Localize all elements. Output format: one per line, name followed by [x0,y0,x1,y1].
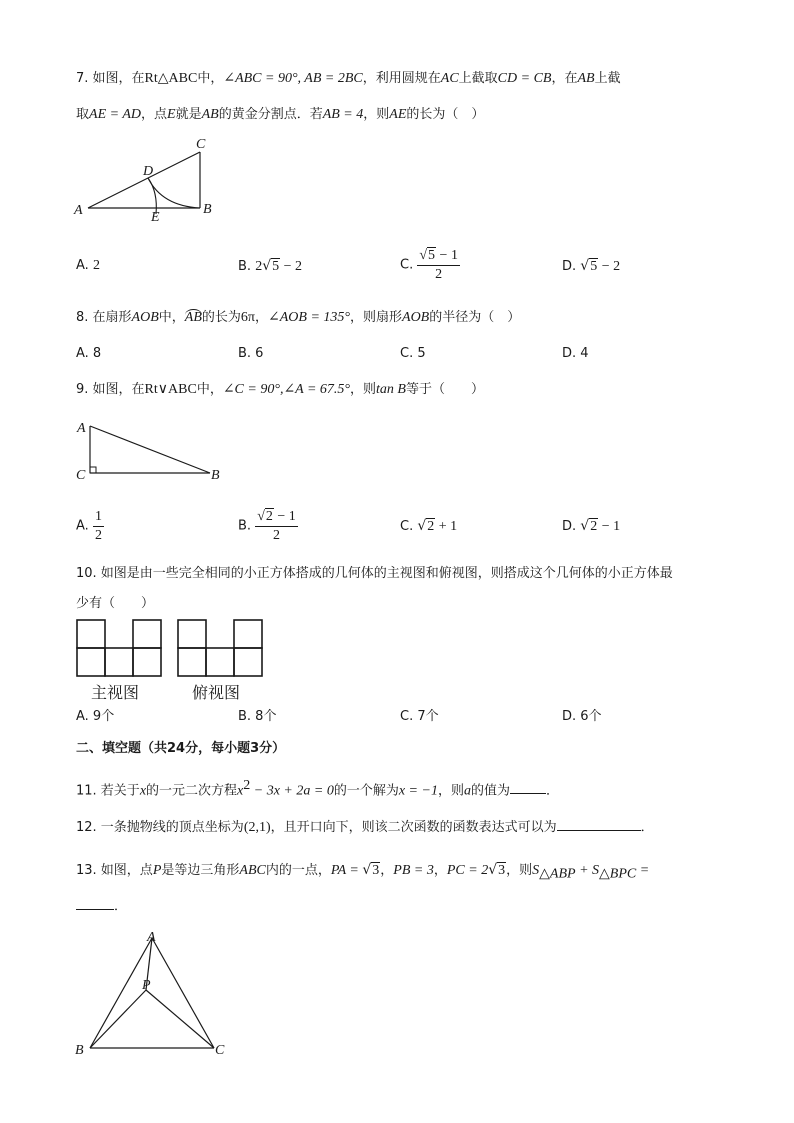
q7-option-c-fraction: $\frac{√5 - 1}{2}$ [419,248,458,282]
q10-top-view [177,619,265,677]
q9-figure [74,416,234,486]
sqrt-symbol: √3 [488,862,506,878]
sqrt-symbol: √5 [262,258,280,274]
sqrt-symbol: √2 [417,518,435,534]
q7-label-c: C [196,137,206,152]
q9-option-a[interactable]: A. $\frac{1}{2}$ [76,509,102,543]
q7-line1: 7. 如图，在Rt△ABC中，∠ABC = 90°, AB = 2BC，利用圆规在AC上截取CD = CB，在AB上截 [76,71,621,86]
q9-option-b[interactable]: B. $\frac{√2 - 1}{2}$ [238,509,296,543]
sqrt-symbol: √5 [580,258,598,274]
q10-front-view-label: 主视图 [91,683,140,702]
q9-label-b: B [211,468,220,483]
q10-line1: 10. 如图是由一些完全相同的小正方体搭成的几何体的主视图和俯视图，则搭成这个几何体的小正方体最 [76,566,673,581]
q9-line: 9. 如图，在Rt∨ABC中，∠C = 90°,∠A = 67.5°，则tan B等于（ ） [76,382,485,397]
q10-option-b[interactable]: B. 8个 [238,709,277,724]
q13-line1: 13. 如图，点P是等边三角形ABC内的一点，PA = √3，PB = 3，PC = 2√3，则$S_{\triangle ABP} + S_{\triangle BPC}$ = [76,862,650,882]
q8-option-a[interactable]: A. 8 [76,346,102,361]
q13-figure [72,926,242,1061]
q7-side-ac [88,152,200,208]
sqrt-symbol: √3 [362,862,380,878]
q7-option-c[interactable]: C. $\frac{√5 - 1}{2}$ [400,248,458,282]
q9-option-c[interactable]: C. √2 + 1 [400,518,458,534]
q7-label-d: D [143,164,154,179]
q11-line: 11. 若关于x的一元二次方程$x^2 - 3x + 2a = 0$的一个解为x = −1，则a的值为 ． [76,778,559,799]
q12-line: 12. 一条抛物线的顶点坐标为(2,1)，且开口向下，则该二次函数的函数表达式可以为 ． [76,820,654,835]
q7-figure [70,134,230,226]
section-fill-in-heading: 二、填空题（共24分，每小题3分） [76,741,286,756]
q12-answer-blank[interactable] [557,818,641,831]
q7-line2: 取AE = AD，点E就是AB的黄金分割点．若AB = 4，则AE的长为（ ） [76,107,485,122]
q7-label-e: E [151,210,160,225]
q13-label-b: B [75,1043,84,1058]
q10-option-c[interactable]: C. 7个 [400,709,439,724]
q11-answer-blank[interactable] [510,781,546,794]
q7-label-a: A [74,203,83,218]
q10-top-view-label: 俯视图 [192,683,241,702]
q9-option-b-fraction: $\frac{√2 - 1}{2}$ [257,509,296,543]
sqrt-symbol: √2 [580,518,598,534]
q10-line2: 少有（ ） [76,596,155,611]
q7-option-b[interactable]: B. 2√5 − 2 [238,258,303,274]
q9-option-a-fraction: $\frac{1}{2}$ [94,509,102,543]
q9-label-c: C [76,468,86,483]
q9-side-ab [90,426,210,473]
q7-option-d[interactable]: D. √5 − 2 [562,258,621,274]
q10-option-a[interactable]: A. 9个 [76,709,115,724]
q13-label-a: A [147,930,156,945]
q9-label-a: A [77,421,86,436]
q13-label-p: P [142,978,151,993]
q9-option-d[interactable]: D. √2 − 1 [562,518,621,534]
q7-label-b: B [203,202,212,217]
q13-line2: ． [76,897,127,916]
q10-front-view [76,619,164,677]
q8-option-c[interactable]: C. 5 [400,346,426,361]
q7-option-a[interactable]: A. 2 [76,258,100,273]
q9-right-angle-mark [90,467,96,473]
q13-segment-pc [146,990,214,1048]
q10-option-d[interactable]: D. 6个 [562,709,602,724]
q7-arc-de [148,178,156,214]
q13-side-ac [152,938,214,1048]
q8-line: 8. 在扇形AOB中，AB的长为6π，∠AOB = 135°，则扇形AOB的半径为（ ） [76,310,521,325]
q8-option-b[interactable]: B. 6 [238,346,264,361]
q8-option-d[interactable]: D. 4 [562,346,589,361]
q13-label-c: C [215,1043,225,1058]
q8-arc-ab: AB [184,310,202,325]
q13-answer-blank[interactable] [76,897,114,910]
